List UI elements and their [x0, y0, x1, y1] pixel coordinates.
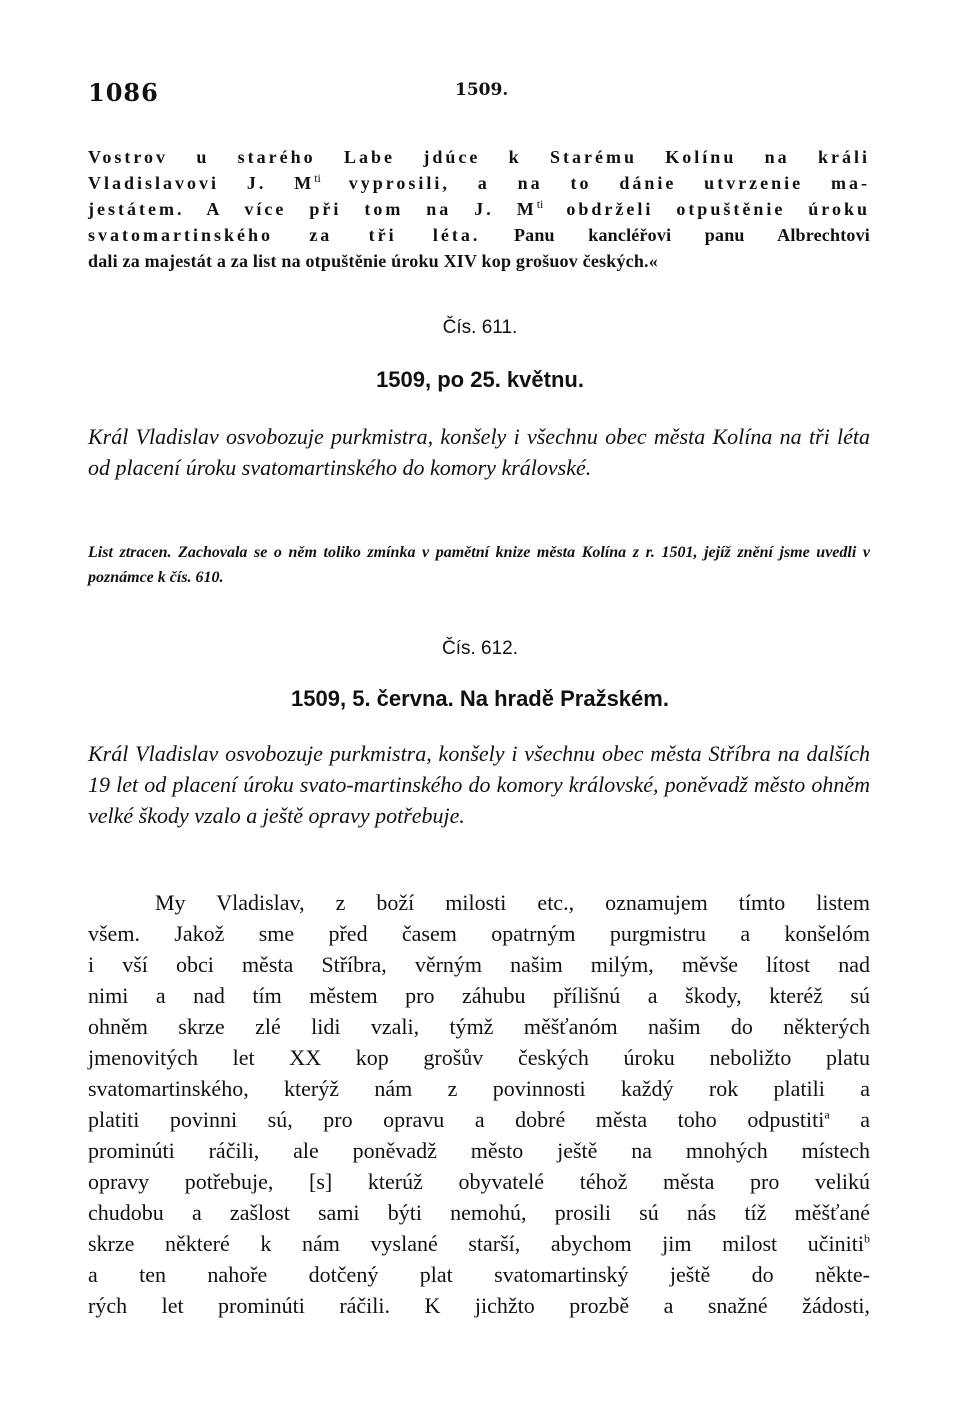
note-611: List ztracen. Zachovala se o něm toliko zmínka v pamětní knize města Kolína z r. 1501, jejíž znění jsme uvedli v poznámce k čís. 610. [88, 544, 870, 586]
intro-line: svatomartinského za tři léta. Panu kancléřovi panu Albrechtovi [88, 225, 870, 245]
charter-line: prominúti ráčili, ale poněvadž město ještě na mnohých místech [88, 1138, 870, 1163]
running-header-year: 1509. [455, 80, 509, 100]
intro-line: Vostrov u starého Labe jdúce k Starému Kolínu na králi [88, 147, 870, 167]
footnote-marker: b [864, 1231, 870, 1246]
document-number-612: Čís. 612. [441, 638, 519, 659]
charter-line: rých let prominúti ráčili. K jichžto prozbě a snažné žádosti, [88, 1293, 870, 1318]
intro-line: dali za majestát a za list na otpuštěnie úroku XIV kop grošuov českých.« [88, 251, 658, 271]
charter-line: ohněm skrze zlé lidi vzali, týmž měšťanóm našim do některých [88, 1014, 870, 1039]
intro-paragraph [88, 144, 870, 274]
charter-line: i vší obci města Stříbra, věrným našim milým, měvše lítost nad [88, 952, 870, 977]
charter-line: a ten nahoře dotčený plat svatomartinský ještě do někte- [88, 1262, 870, 1287]
regest-611: Král Vladislav osvobozuje purkmistra, konšely i všechnu obec města Kolína na tři léta od placení úroku svatomartinského do komory královské. [88, 424, 870, 480]
intro-line: Vladislavovi J. $M^{ti}$ vyprosili, a na to dánie utvrzenie ma- [88, 171, 870, 193]
regest-612: Král Vladislav osvobozuje purkmistra, konšely i všechnu obec města Stříbra na dalších 19 let od placení úroku svato-martinského do komory královské, poněvadž město ohněm velké škody vzalo a ještě opravy potřebuje. [88, 741, 870, 828]
page-number: 1086 [88, 78, 159, 107]
footnote-marker: a [824, 1107, 830, 1122]
charter-line: všem. Jakož sme před časem opatrným purgmistru a konšelóm [88, 921, 870, 946]
charter-line: My Vladislav, z boží milosti etc., oznamujem tímto listem [155, 890, 870, 915]
intro-line: jestátem. A více při tom na J. $M^{ti}$ obdrželi otpuštěnie úroku [88, 197, 870, 219]
charter-line: svatomartinského, kterýž nám z povinnosti každý rok platili a [88, 1076, 870, 1101]
document-number-611: Čís. 611. [442, 317, 518, 338]
charter-line: nimi a nad tím městem pro záhubu přílišnú a škody, kteréž sú [88, 983, 870, 1008]
charter-line: skrze některé k nám vyslané starší, abychom jim milost učiniti$^b$ [88, 1231, 870, 1256]
document-date-612: 1509, 5. června. Na hradě Pražském. [291, 686, 669, 711]
charter-line: opravy potřebuje, [s] kterúž obyvatelé téhož města pro velikú [88, 1169, 870, 1194]
charter-line: chudobu a zašlost sami býti nemohú, prosili sú nás tíž měšťané [88, 1200, 870, 1225]
document-date-611: 1509, po 25. květnu. [376, 367, 584, 392]
charter-line: platiti povinni sú, pro opravu a dobré města toho odpustiti$^a$ a [88, 1107, 870, 1132]
charter-text [88, 887, 870, 1321]
charter-line: jmenovitých let XX kop grošův českých úroku neboližto platu [88, 1045, 870, 1070]
